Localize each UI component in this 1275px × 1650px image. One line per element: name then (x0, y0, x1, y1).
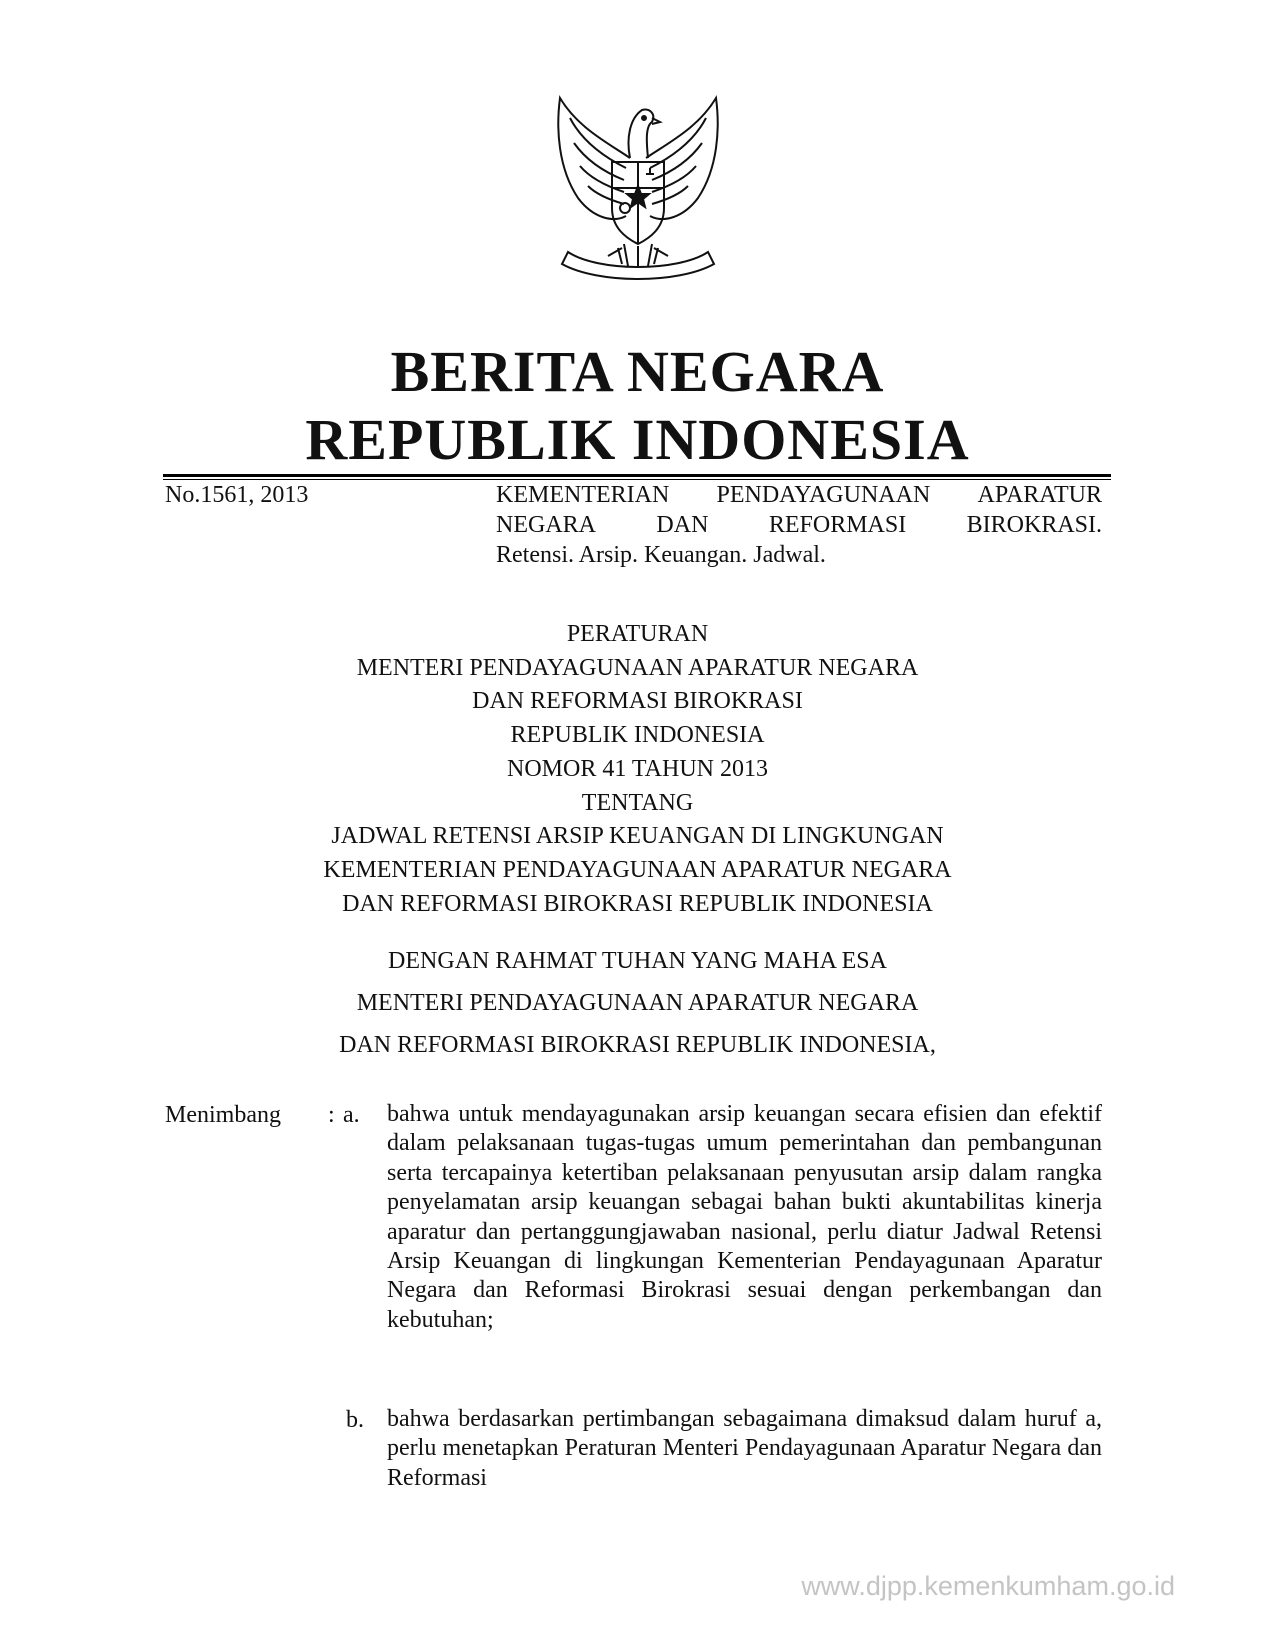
title-line: PERATURAN (566, 621, 709, 647)
considering-label: Menimbang (165, 1102, 281, 1128)
preamble-line: DAN REFORMASI BIROKRASI REPUBLIK INDONESIA, (339, 1032, 936, 1058)
considering-colon: : (328, 1102, 335, 1128)
garuda-pancasila-emblem-icon (538, 88, 738, 288)
ministry-word: BIROKRASI. (966, 512, 1102, 538)
title-line: NOMOR 41 TAHUN 2013 (507, 755, 768, 782)
masthead-divider-thick (163, 474, 1111, 477)
ministry-line-2 (496, 510, 1102, 540)
title-line: KEMENTERIAN PENDAYAGUNAAN APARATUR NEGARA (323, 856, 952, 883)
ministry-line-3: Retensi. Arsip. Keuangan. Jadwal. (496, 542, 826, 568)
title-line: MENTERI PENDAYAGUNAAN APARATUR NEGARA (356, 654, 919, 681)
ministry-word: REFORMASI (768, 512, 907, 538)
ministry-word: DAN (656, 512, 709, 538)
ministry-word: NEGARA (496, 512, 596, 538)
masthead-title-line2: REPUBLIK INDONESIA (305, 407, 970, 472)
masthead-title-line1: BERITA NEGARA (390, 339, 885, 404)
regulation-title (0, 618, 1275, 921)
watermark-url: www.djpp.kemenkumham.go.id (801, 1571, 1175, 1601)
title-line: REPUBLIK INDONESIA (510, 722, 765, 749)
ministry-line-1 (496, 480, 1102, 510)
ministry-word: PENDAYAGUNAAN (716, 482, 931, 508)
title-line: TENTANG (581, 789, 694, 816)
title-line: DAN REFORMASI BIROKRASI REPUBLIK INDONESIA (342, 890, 933, 917)
garuda-emblem (538, 88, 738, 288)
item-marker-b: b. (346, 1407, 364, 1433)
considering-item-a: bahwa untuk mendayagunakan arsip keuangan secara efisien dan efektif dalam pelaksanaan tugas-tugas umum pemerintahan dan pembangunan serta tercapainya ketertiban pelaksanaan penyusutan arsip dalam rangka penyelamatan arsip keuangan sebagai bahan bukti akuntabilitas kinerja aparatur dan pertanggungjawaban nasional, perlu diatur Jadwal Retensi Arsip Keuangan di lingkungan Kementerian Pendayagunaan Aparatur Negara dan Reformasi Birokrasi sesuai dengan perkembangan dan kebutuhan; (387, 1101, 1102, 1333)
title-line: DAN REFORMASI BIROKRASI (472, 688, 803, 715)
ministry-keywords (496, 480, 1102, 570)
title-line: JADWAL RETENSI ARSIP KEUANGAN DI LINGKUNGAN (331, 823, 944, 850)
considering-item-b: bahwa berdasarkan pertimbangan sebagaimana dimaksud dalam huruf a, perlu menetapkan Peraturan Menteri Pendayagunaan Aparatur Negara dan Reformasi (387, 1406, 1102, 1491)
preamble-line: MENTERI PENDAYAGUNAAN APARATUR NEGARA (356, 990, 919, 1016)
item-marker-a: a. (343, 1102, 360, 1128)
preamble (0, 940, 1275, 1066)
ministry-word: APARATUR (977, 482, 1102, 508)
preamble-line: DENGAN RAHMAT TUHAN YANG MAHA ESA (388, 948, 887, 974)
issue-number: No.1561, 2013 (165, 482, 309, 508)
ministry-word: KEMENTERIAN (496, 482, 670, 508)
